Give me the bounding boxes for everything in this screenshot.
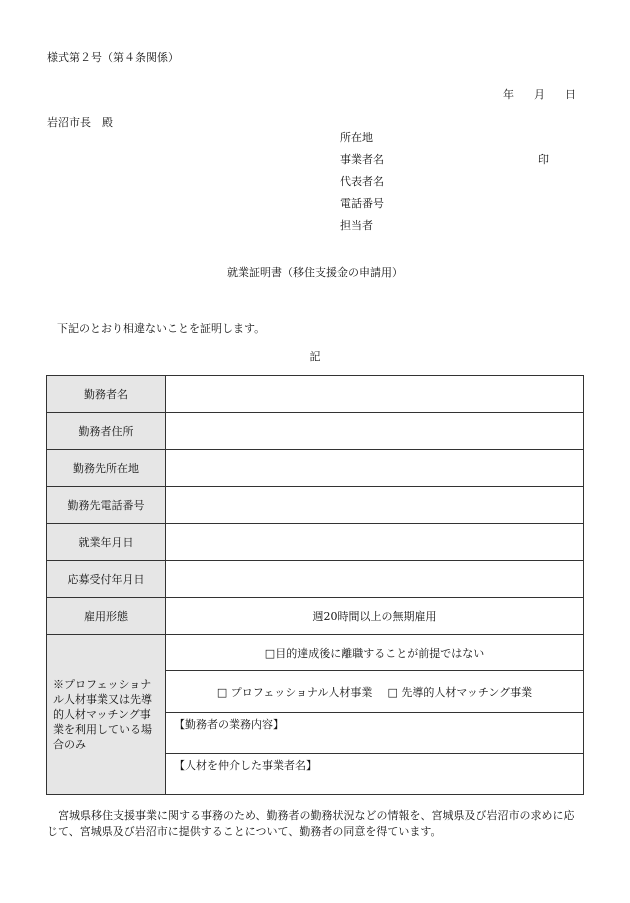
leading-matching-option-label: 先導的人材マッチング事業 (401, 685, 533, 699)
address-row (340, 131, 560, 153)
intermediary-label: 【人材を仲介した事業者名】 (174, 759, 317, 772)
row-employment-date (47, 524, 584, 561)
document-title: 就業証明書（移住支援金の申請用） (227, 266, 403, 279)
no-resignation-checkbox[interactable]: □ (264, 646, 276, 660)
business-name-label: 事業者名 (340, 153, 384, 166)
no-resignation-cell (166, 635, 584, 671)
contact-label: 担当者 (340, 219, 373, 232)
row-workplace-phone (47, 487, 584, 524)
worker-address-field[interactable] (166, 413, 584, 450)
declaration-text: 下記のとおり相違ないことを証明します。 (57, 322, 266, 335)
representative-row (340, 175, 560, 197)
workplace-address-field[interactable] (166, 450, 584, 487)
applicant-block (340, 131, 560, 241)
certificate-table (46, 375, 584, 795)
job-content-cell[interactable] (166, 713, 584, 754)
intermediary-cell[interactable] (166, 754, 584, 795)
business-name-row (340, 153, 560, 175)
professional-note-label: ※プロフェッショナル人材事業又は先導的人材マッチング事業を利用している場合のみ (47, 635, 166, 795)
workplace-phone-label: 勤務先電話番号 (47, 487, 166, 524)
workplace-address-label: 勤務先所在地 (47, 450, 166, 487)
date-year: 年 (503, 88, 514, 101)
workplace-phone-field[interactable] (166, 487, 584, 524)
row-workplace-address (47, 450, 584, 487)
row-employment-type (47, 598, 584, 635)
application-date-label: 応募受付年月日 (47, 561, 166, 598)
job-content-label: 【勤務者の業務内容】 (174, 718, 284, 731)
row-no-resignation (47, 635, 584, 671)
address-label: 所在地 (340, 131, 373, 144)
employment-date-label: 就業年月日 (47, 524, 166, 561)
program-options-cell (166, 671, 584, 713)
professional-checkbox[interactable]: □ (216, 685, 228, 699)
form-number: 様式第２号（第４条関係） (47, 51, 179, 64)
leading-matching-checkbox[interactable]: □ (387, 685, 398, 699)
addressee: 岩沼市長 殿 (47, 116, 113, 129)
worker-address-label: 勤務者住所 (47, 413, 166, 450)
employment-type-value: 週20時間以上の無期雇用 (166, 598, 584, 635)
phone-row (340, 197, 560, 219)
ki-heading: 記 (309, 350, 321, 363)
date-month: 月 (534, 88, 545, 101)
worker-name-field[interactable] (166, 376, 584, 413)
seal-mark: 印 (538, 153, 549, 166)
phone-label: 電話番号 (340, 197, 384, 210)
date-day: 日 (565, 88, 576, 101)
row-worker-address (47, 413, 584, 450)
representative-label: 代表者名 (340, 175, 384, 188)
no-resignation-label: 目的達成後に離職することが前提ではない (275, 646, 485, 660)
application-date-field[interactable] (166, 561, 584, 598)
employment-type-label: 雇用形態 (47, 598, 166, 635)
row-worker-name (47, 376, 584, 413)
date-line (503, 86, 576, 102)
worker-name-label: 勤務者名 (47, 376, 166, 413)
row-application-date (47, 561, 584, 598)
consent-statement: 宮城県移住支援事業に関する事務のため、勤務者の勤務状況などの情報を、宮城県及び岩沼市の求めに応じて、宮城県及び岩沼市に提供することについて、勤務者の同意を得ています。 (47, 809, 575, 838)
employment-date-field[interactable] (166, 524, 584, 561)
contact-row (340, 219, 560, 241)
professional-option-label: プロフェッショナル人材事業 (230, 685, 373, 699)
